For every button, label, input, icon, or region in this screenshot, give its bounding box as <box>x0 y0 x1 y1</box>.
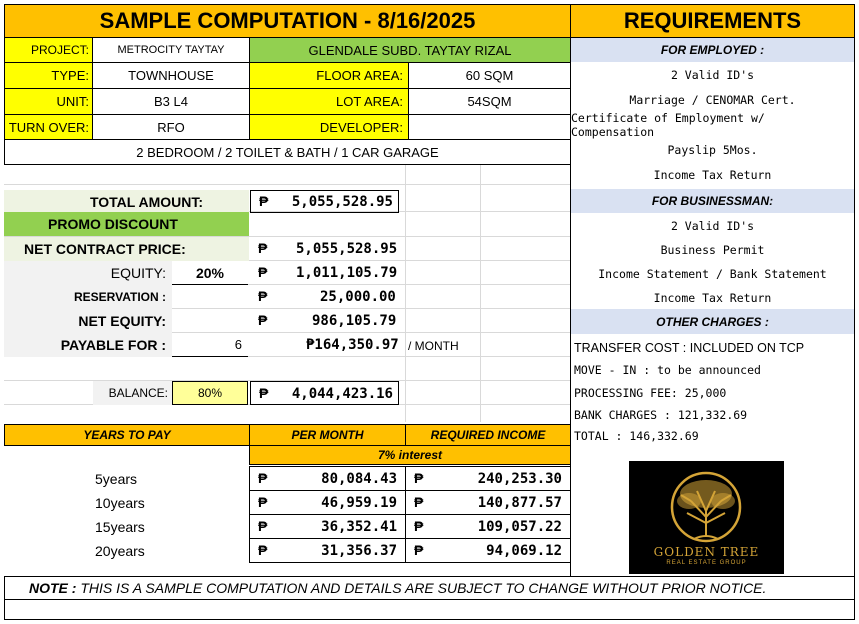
required-income-cell <box>405 538 571 563</box>
floor-area-value: 60 SQM <box>408 62 571 89</box>
employed-item: Marriage / CENOMAR Cert. <box>629 93 796 107</box>
developer-label: DEVELOPER: <box>249 114 409 140</box>
required-income-cell <box>405 466 571 491</box>
golden-tree-logo <box>629 461 784 574</box>
per-month-value: 36,352.41 <box>321 519 397 535</box>
years-cell: 20years <box>95 543 145 559</box>
years-cell: 15years <box>95 519 145 535</box>
years-to-pay-header: YEARS TO PAY <box>4 424 250 446</box>
peso-sign: ₱ <box>258 240 268 256</box>
equity-label: EQUITY: <box>4 261 172 285</box>
other-charge-item: MOVE - IN : to be announced <box>574 363 761 377</box>
peso-sign: ₱ <box>414 518 424 534</box>
total-amount-label: TOTAL AMOUNT: <box>4 190 249 213</box>
other-charge-item: PROCESSING FEE: 25,000 <box>574 386 727 400</box>
footer-row <box>4 599 855 620</box>
unit-label: UNIT: <box>4 88 93 115</box>
requirements-title: REQUIREMENTS <box>570 4 855 38</box>
balance-percent: 80% <box>172 381 248 405</box>
developer-value <box>408 114 571 140</box>
per-month-value: 46,959.19 <box>321 495 397 511</box>
monthly-suffix: / MONTH <box>408 339 459 353</box>
balance-value: 4,044,423.16 <box>291 386 393 402</box>
other-charge-item: TRANSFER COST : INCLUDED ON TCP <box>574 341 805 355</box>
note-label: NOTE : <box>29 580 77 596</box>
logo-tagline: REAL ESTATE GROUP <box>666 560 747 566</box>
years-cell: 5years <box>95 471 138 487</box>
balance-label: BALANCE: <box>93 381 172 405</box>
required-income-cell <box>405 490 571 515</box>
peso-sign: ₱ <box>414 542 424 558</box>
unit-value: B3 L4 <box>92 88 250 115</box>
per-month-cell <box>249 466 406 491</box>
project-value: METROCITY TAYTAY <box>92 37 250 63</box>
peso-sign: ₱ <box>258 288 268 304</box>
reservation-value: 25,000.00 <box>320 289 396 305</box>
note-text: THIS IS A SAMPLE COMPUTATION AND DETAILS ARE SUBJECT TO CHANGE WITHOUT PRIOR NOTICE. <box>80 580 767 596</box>
years-cell: 10years <box>95 495 145 511</box>
business-item: Business Permit <box>660 243 765 257</box>
peso-sign: ₱ <box>414 494 424 510</box>
payable-months: 6 <box>172 333 248 357</box>
required-income-cell <box>405 514 571 539</box>
employed-item: 2 Valid ID's <box>670 68 755 82</box>
total-amount-value: 5,055,528.95 <box>291 194 393 210</box>
peso-sign: ₱ <box>414 470 424 486</box>
total-amount-box <box>250 190 399 213</box>
peso-sign: ₱ <box>258 312 268 328</box>
type-value: TOWNHOUSE <box>92 62 250 89</box>
employed-item: Payslip 5Mos. <box>667 143 758 157</box>
peso-sign: ₱ <box>258 470 268 486</box>
business-header: FOR BUSINESSMAN: <box>571 189 854 213</box>
required-income-value: 240,253.30 <box>477 471 562 487</box>
net-equity-label: NET EQUITY: <box>4 309 172 333</box>
payable-label: PAYABLE FOR : <box>4 333 172 357</box>
turnover-value: RFO <box>92 114 250 140</box>
business-item: Income Statement / Bank Statement <box>598 267 827 281</box>
other-charge-item: BANK CHARGES : 121,332.69 <box>574 408 748 422</box>
employed-header: FOR EMPLOYED : <box>571 38 854 62</box>
business-item: 2 Valid ID's <box>670 219 755 233</box>
per-month-cell <box>249 490 406 515</box>
employed-item: Certificate of Employment w/ Compensation <box>571 111 765 139</box>
type-label: TYPE: <box>4 62 93 89</box>
logo-name: GOLDEN TREE <box>653 545 760 559</box>
net-equity-value: 986,105.79 <box>312 313 397 329</box>
per-month-cell <box>249 514 406 539</box>
employed-item: Income Tax Return <box>653 168 772 182</box>
per-month-value: 31,356.37 <box>321 543 397 559</box>
required-income-value: 109,057.22 <box>477 519 562 535</box>
unit-description: 2 BEDROOM / 2 TOILET & BATH / 1 CAR GARAGE <box>4 139 571 165</box>
turnover-label: TURN OVER: <box>4 114 93 140</box>
disclaimer-note <box>4 576 855 600</box>
interest-rate: 7% interest <box>249 445 571 465</box>
equity-percent: 20% <box>172 261 248 285</box>
project-location: GLENDALE SUBD. TAYTAY RIZAL <box>249 37 571 63</box>
other-charges-header: OTHER CHARGES : <box>571 309 854 334</box>
lot-area-label: LOT AREA: <box>249 88 409 115</box>
peso-sign: ₱ <box>259 385 269 401</box>
lot-area-value: 54SQM <box>408 88 571 115</box>
floor-area-label: FLOOR AREA: <box>249 62 409 89</box>
peso-sign: ₱ <box>259 193 269 209</box>
net-contract-label: NET CONTRACT PRICE: <box>4 237 249 261</box>
peso-sign: ₱ <box>258 494 268 510</box>
required-income-value: 140,877.57 <box>477 495 562 511</box>
monthly-amount: ₱164,350.97 <box>306 337 399 353</box>
per-month-value: 80,084.43 <box>321 471 397 487</box>
peso-sign: ₱ <box>258 264 268 280</box>
per-month-header: PER MONTH <box>249 424 406 446</box>
peso-sign: ₱ <box>258 542 268 558</box>
peso-sign: ₱ <box>258 518 268 534</box>
other-charge-item: TOTAL : 146,332.69 <box>574 429 699 443</box>
required-income-header: REQUIRED INCOME <box>405 424 571 446</box>
business-item: Income Tax Return <box>653 291 772 305</box>
net-contract-value: 5,055,528.95 <box>296 241 398 257</box>
per-month-cell <box>249 538 406 563</box>
equity-value: 1,011,105.79 <box>296 265 398 281</box>
balance-box <box>250 381 399 405</box>
reservation-label: RESERVATION : <box>4 285 172 309</box>
project-label: PROJECT: <box>4 37 93 63</box>
required-income-value: 94,069.12 <box>486 543 562 559</box>
page-title: SAMPLE COMPUTATION - 8/16/2025 <box>4 4 571 38</box>
promo-discount-label: PROMO DISCOUNT <box>4 212 249 236</box>
